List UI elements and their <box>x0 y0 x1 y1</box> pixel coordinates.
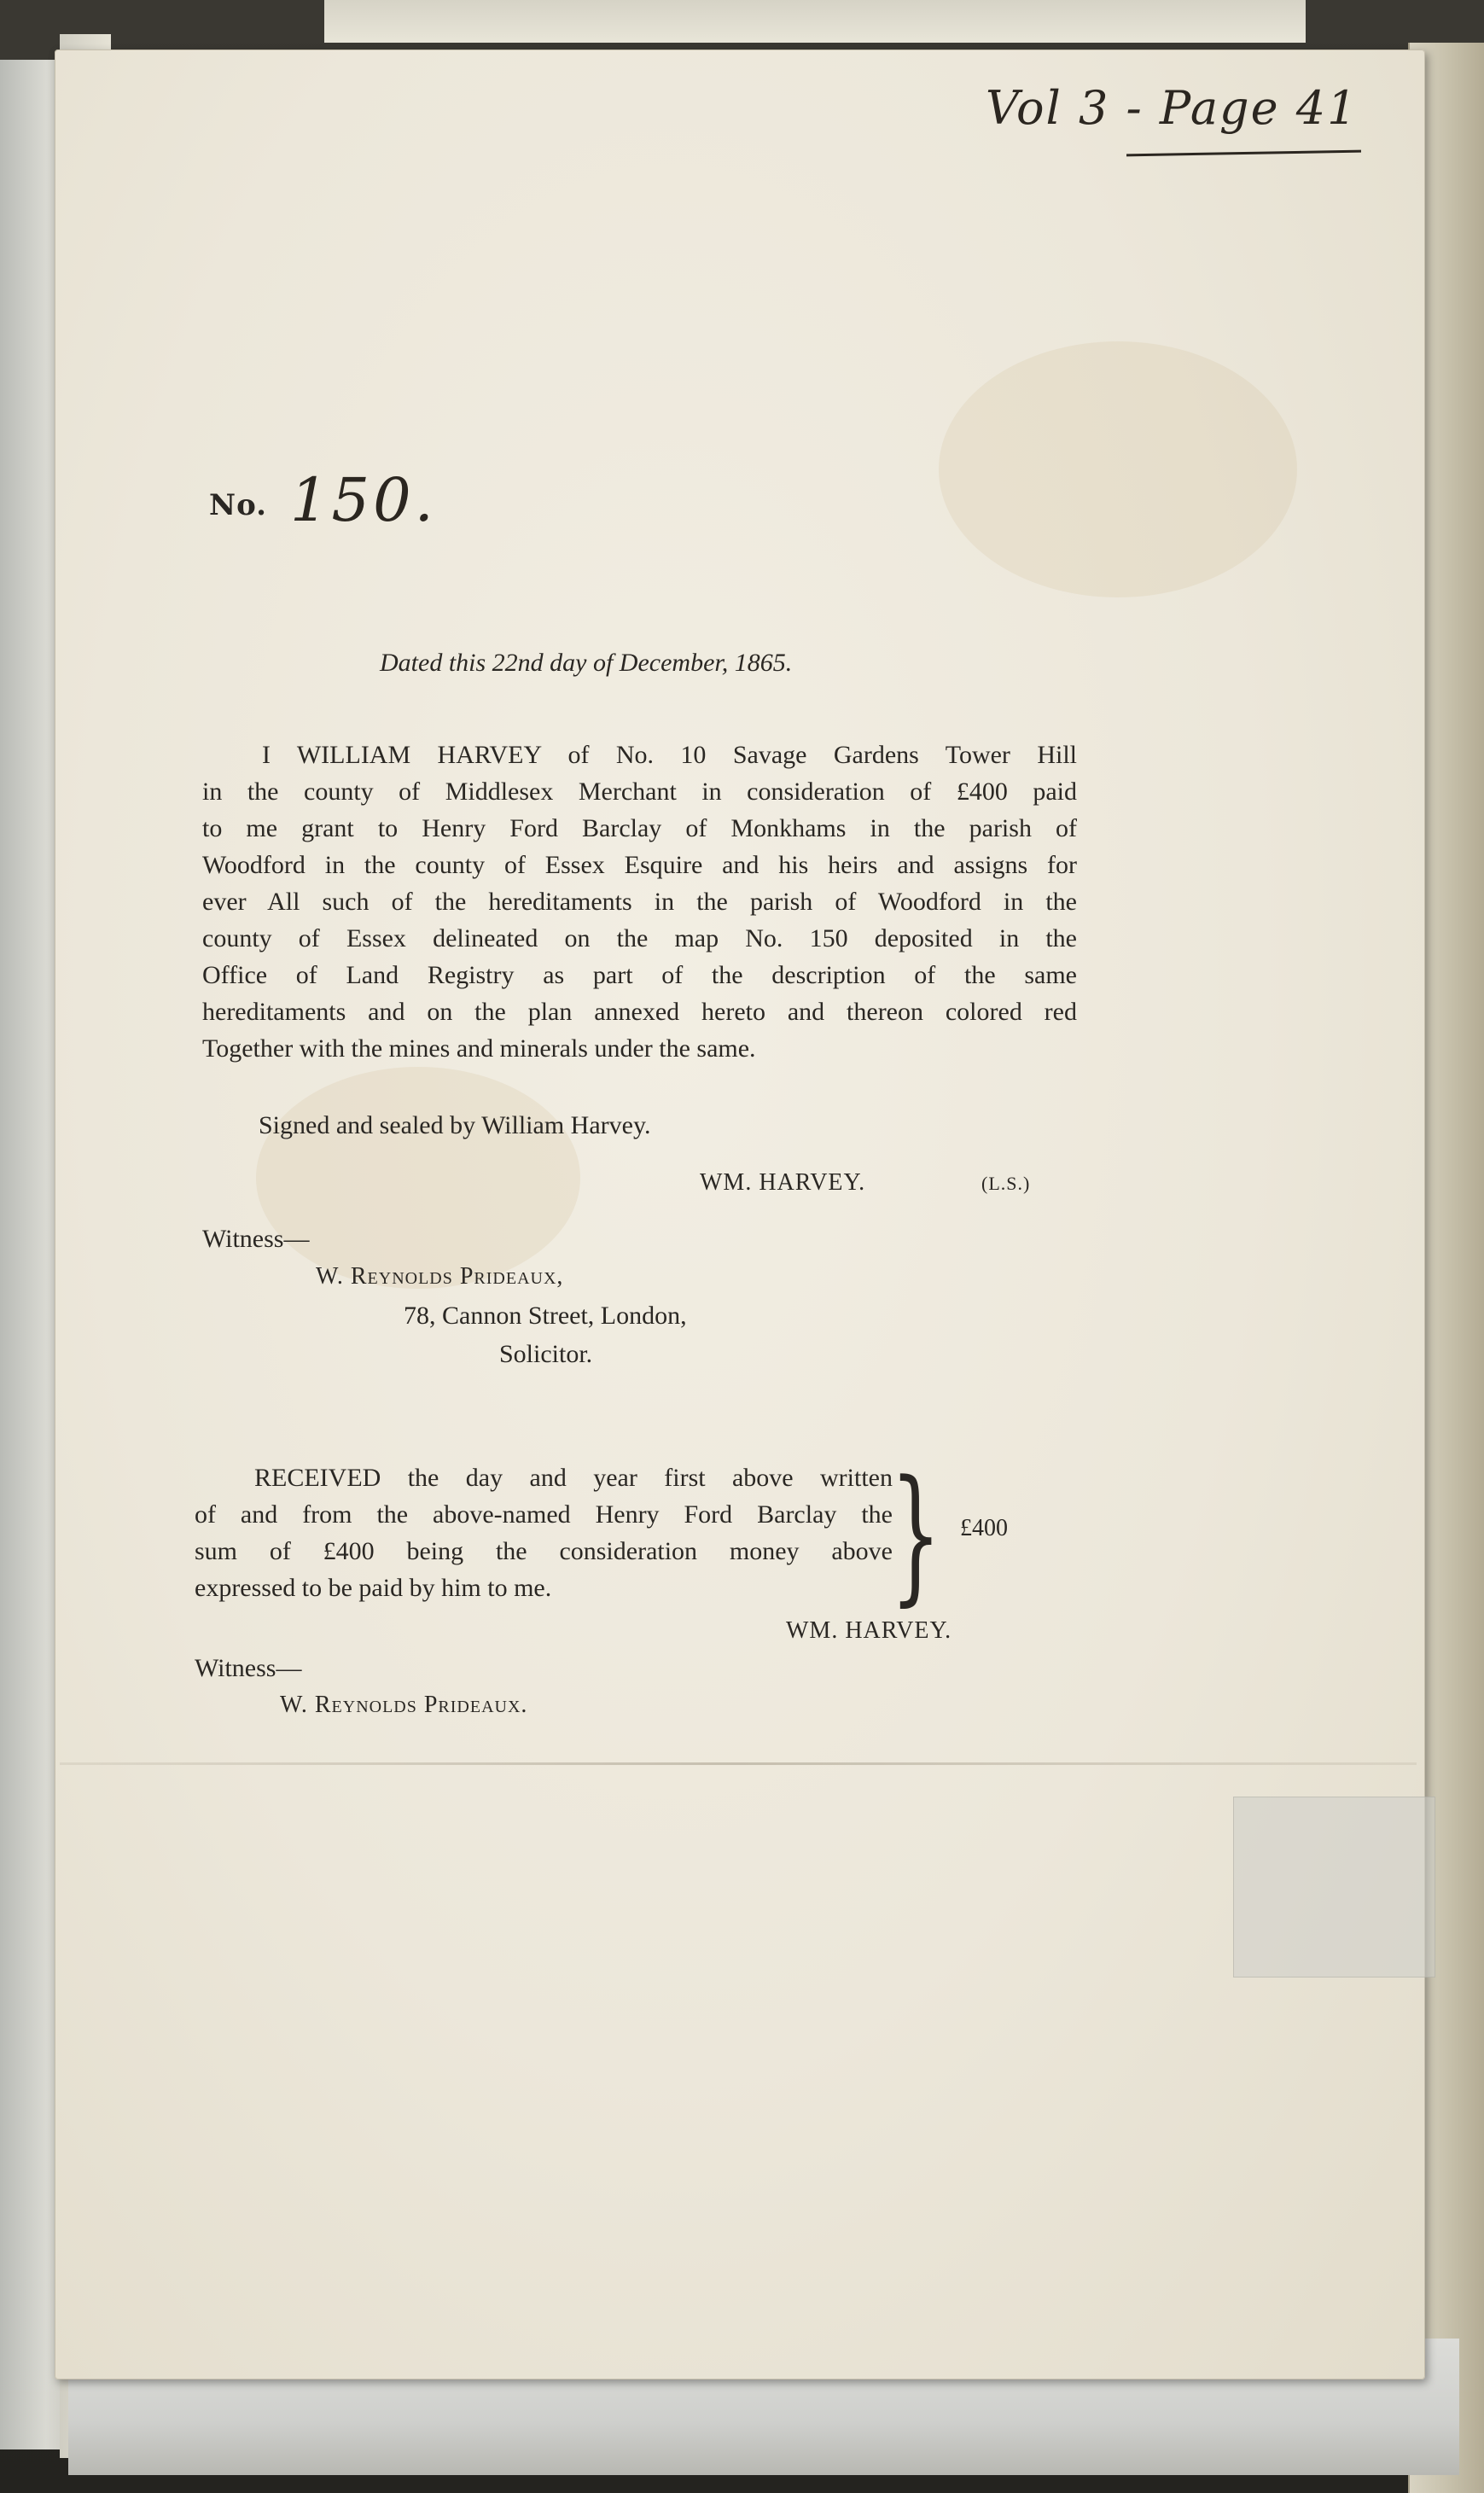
receipt-line: RECEIVED the day and year first above written <box>254 1464 893 1492</box>
signed-statement: Signed and sealed by William Harvey. <box>259 1111 651 1139</box>
top-sheet-edge <box>324 0 1306 43</box>
deed-line: ever All such of the hereditaments in the parish of Woodford in the <box>202 888 1077 916</box>
signature-name: WM. HARVEY. <box>700 1169 866 1196</box>
deed-line: I WILLIAM HARVEY of No. 10 Savage Gardens Tower Hill <box>262 741 1077 769</box>
brace-icon: } <box>890 1448 942 1620</box>
deed-line: hereditaments and on the plan annexed hereto and thereon colored red <box>202 998 1077 1026</box>
receipt-amount: £400 <box>960 1515 1008 1541</box>
receipt-signature: WM. HARVEY. <box>786 1617 952 1644</box>
deed-line: Together with the mines and minerals under the same. <box>202 1034 756 1063</box>
receipt-line: of and from the above-named Henry Ford Barclay the <box>195 1500 893 1529</box>
receipt-line: expressed to be paid by him to me. <box>195 1574 552 1602</box>
receipt-witness-name: W. Reynolds Prideaux. <box>280 1692 528 1718</box>
deed-text <box>202 737 1077 1067</box>
deed-line: Office of Land Registry as part of the description of the same <box>202 961 1077 989</box>
number-label: No. <box>209 488 267 522</box>
deed-line: in the county of Middlesex Merchant in consideration of £400 paid <box>202 778 1077 806</box>
witness-name: W. Reynolds Prideaux, <box>316 1263 564 1290</box>
receipt-witness-label: Witness— <box>195 1654 302 1682</box>
volume-page-annotation: Vol 3 - Page 41 <box>986 81 1359 135</box>
deed-line: to me grant to Henry Ford Barclay of Monkhams in the parish of <box>202 814 1077 842</box>
deed-line: Woodford in the county of Essex Esquire and his heirs and assigns for <box>202 851 1077 879</box>
repair-tape <box>1233 1797 1435 1978</box>
witness-label: Witness— <box>202 1225 310 1253</box>
document-number: 150. <box>290 465 437 535</box>
paper-stain <box>256 1067 580 1289</box>
fold-crease <box>60 1762 1417 1765</box>
receipt-line: sum of £400 being the consideration money above <box>195 1537 893 1565</box>
date-line: Dated this 22nd day of December, 1865. <box>380 649 793 677</box>
receipt-text <box>195 1459 893 1606</box>
witness-address: 78, Cannon Street, London, <box>404 1302 687 1330</box>
seal-mark: (L.S.) <box>981 1173 1031 1194</box>
paper-stain <box>939 341 1297 597</box>
deed-line: county of Essex delineated on the map No. 150 deposited in the <box>202 924 1077 952</box>
witness-profession: Solicitor. <box>499 1340 593 1368</box>
